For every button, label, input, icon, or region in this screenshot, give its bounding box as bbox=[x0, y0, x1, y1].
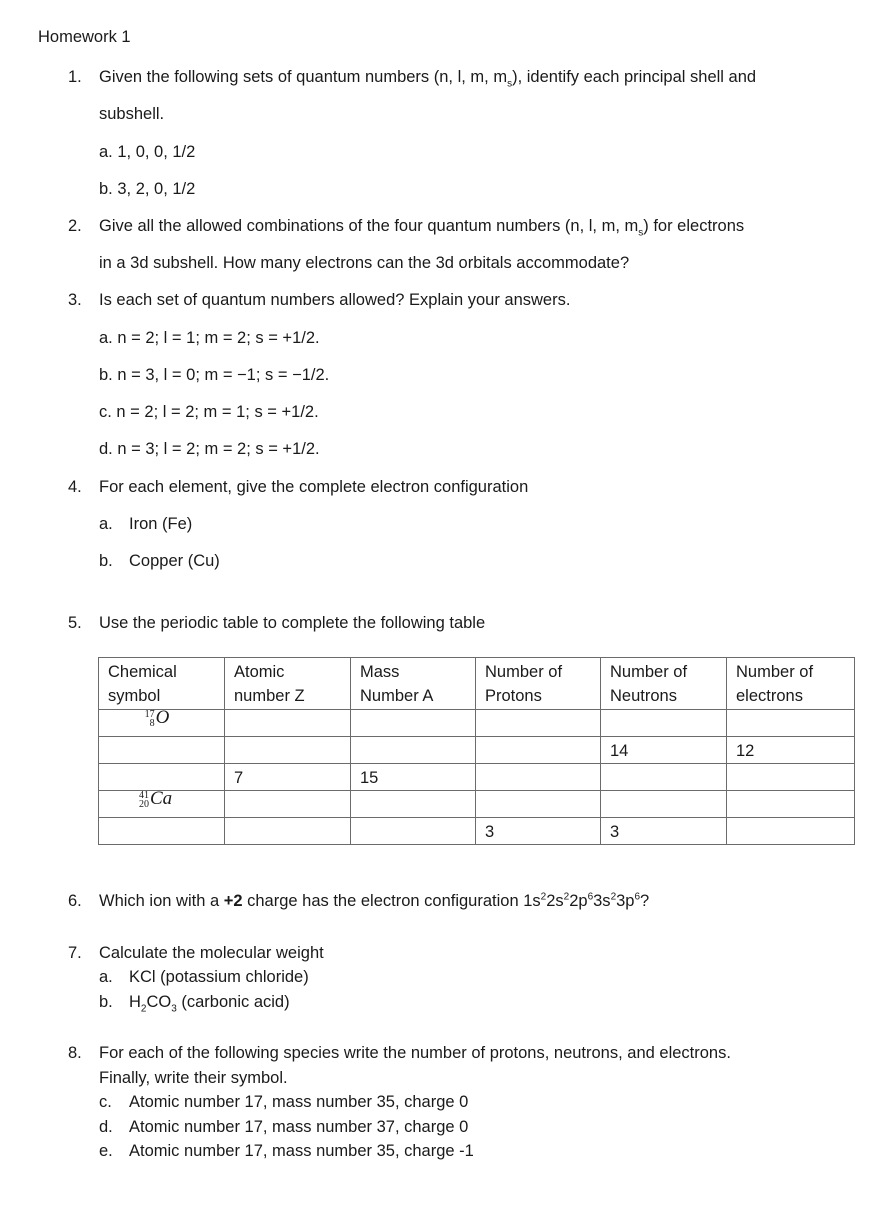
cell-protons-value: 3 bbox=[476, 818, 601, 845]
cell-empty bbox=[727, 764, 855, 791]
q8-option-c-label: c. bbox=[99, 1093, 112, 1111]
q4-option-a-label: a. bbox=[99, 515, 113, 533]
cell-empty bbox=[225, 737, 351, 764]
q8-option-e-label: e. bbox=[99, 1142, 113, 1160]
page-title: Homework 1 bbox=[38, 28, 131, 46]
q6-line1: Which ion with a +2 charge has the electron configuration $1s^22s^22p^63s^23p^6$? bbox=[99, 891, 650, 910]
cell-empty bbox=[476, 764, 601, 791]
table-row bbox=[99, 737, 855, 764]
cell-empty bbox=[99, 764, 225, 791]
isotope-oxygen-17: 17 8 O bbox=[144, 707, 170, 729]
cell-empty bbox=[601, 791, 727, 818]
q4-number: 4. bbox=[68, 478, 82, 496]
q4-line1: For each element, give the complete electron configuration bbox=[99, 478, 529, 496]
q7-line1: Calculate the molecular weight bbox=[99, 944, 324, 962]
cell-empty bbox=[601, 710, 727, 737]
cell-empty bbox=[476, 710, 601, 737]
q8-option-d: Atomic number 17, mass number 37, charge 0 bbox=[129, 1118, 469, 1136]
q4-option-b-label: b. bbox=[99, 552, 113, 570]
cell-empty bbox=[351, 791, 476, 818]
cell-empty bbox=[476, 737, 601, 764]
q7-option-b-label: b. bbox=[99, 993, 113, 1011]
q5-number: 5. bbox=[68, 614, 82, 632]
cell-empty bbox=[601, 764, 727, 791]
cell-empty bbox=[476, 791, 601, 818]
q2-line1: Give all the allowed combinations of the four quantum numbers (n, l, m, $m_s$) for electrons bbox=[99, 217, 745, 239]
header-chemical-symbol: Chemical symbol bbox=[99, 658, 225, 710]
q7-option-a-label: a. bbox=[99, 968, 113, 986]
q7-number: 7. bbox=[68, 944, 82, 962]
table-header-row bbox=[99, 658, 855, 710]
q1-option-a: a. 1, 0, 0, 1/2 bbox=[99, 143, 196, 161]
q3-number: 3. bbox=[68, 291, 82, 309]
q4-option-b: Copper (Cu) bbox=[129, 552, 220, 570]
header-protons: Number of Protons bbox=[476, 658, 601, 710]
q1-option-b: b. 3, 2, 0, 1/2 bbox=[99, 180, 196, 198]
header-mass-number: Mass Number A bbox=[351, 658, 476, 710]
q4-option-a: Iron (Fe) bbox=[129, 515, 193, 533]
q8-number: 8. bbox=[68, 1044, 82, 1062]
cell-empty bbox=[225, 710, 351, 737]
cell-neutrons-value: 3 bbox=[601, 818, 727, 845]
cell-empty bbox=[351, 818, 476, 845]
q7-option-b: $H_2CO_3$ (carbonic acid) bbox=[129, 993, 290, 1015]
q3-option-c: c. n = 2; l = 2; m = 1; s = +1/2. bbox=[99, 403, 319, 421]
q8-line1: For each of the following species write the number of protons, neutrons, and electrons. bbox=[99, 1044, 731, 1062]
q1-number: 1. bbox=[68, 68, 82, 86]
q3-option-a: a. n = 2; l = 1; m = 2; s = +1/2. bbox=[99, 329, 320, 347]
cell-atomic-number-value: 7 bbox=[225, 764, 351, 791]
q8-option-c: Atomic number 17, mass number 35, charge 0 bbox=[129, 1093, 469, 1111]
header-atomic-number: Atomic number Z bbox=[225, 658, 351, 710]
q7-option-a: KCl (potassium chloride) bbox=[129, 968, 309, 986]
q3-line1: Is each set of quantum numbers allowed? Explain your answers. bbox=[99, 291, 571, 309]
q3-option-d: d. n = 3; l = 2; m = 2; s = +1/2. bbox=[99, 440, 320, 458]
q8-line2: Finally, write their symbol. bbox=[99, 1069, 288, 1087]
header-neutrons: Number of Neutrons bbox=[601, 658, 727, 710]
q8-option-e: Atomic number 17, mass number 35, charge -1 bbox=[129, 1142, 474, 1160]
q2-line2: in a 3d subshell. How many electrons can the 3d orbitals accommodate? bbox=[99, 254, 630, 272]
q2-number: 2. bbox=[68, 217, 82, 235]
q6-number: 6. bbox=[68, 892, 82, 910]
cell-empty bbox=[351, 737, 476, 764]
q1-line1: Given the following sets of quantum numbers (n, l, m, $m_s$), identify each principal shell and bbox=[99, 68, 757, 90]
q8-option-d-label: d. bbox=[99, 1118, 113, 1136]
table-row bbox=[99, 764, 855, 791]
cell-empty bbox=[99, 737, 225, 764]
isotope-table bbox=[98, 657, 855, 845]
table-row bbox=[99, 818, 855, 845]
header-electrons: Number of electrons bbox=[727, 658, 855, 710]
table-row bbox=[99, 710, 855, 737]
q5-line1: Use the periodic table to complete the following table bbox=[99, 614, 486, 632]
q1-line2: subshell. bbox=[99, 105, 165, 123]
cell-empty bbox=[727, 710, 855, 737]
cell-empty bbox=[351, 710, 476, 737]
isotope-calcium-41: 41 20 Ca bbox=[139, 788, 173, 810]
cell-empty bbox=[225, 791, 351, 818]
table-row bbox=[99, 791, 855, 818]
cell-symbol-calcium bbox=[99, 788, 225, 818]
cell-symbol-oxygen bbox=[99, 707, 225, 737]
cell-empty bbox=[225, 818, 351, 845]
cell-empty bbox=[99, 818, 225, 845]
cell-neutrons-value: 14 bbox=[601, 737, 727, 764]
q3-option-b: b. n = 3, l = 0; m = −1; s = −1/2. bbox=[99, 366, 330, 384]
cell-mass-number-value: 15 bbox=[351, 764, 476, 791]
cell-electrons-value: 12 bbox=[727, 737, 855, 764]
cell-empty bbox=[727, 791, 855, 818]
cell-empty bbox=[727, 818, 855, 845]
